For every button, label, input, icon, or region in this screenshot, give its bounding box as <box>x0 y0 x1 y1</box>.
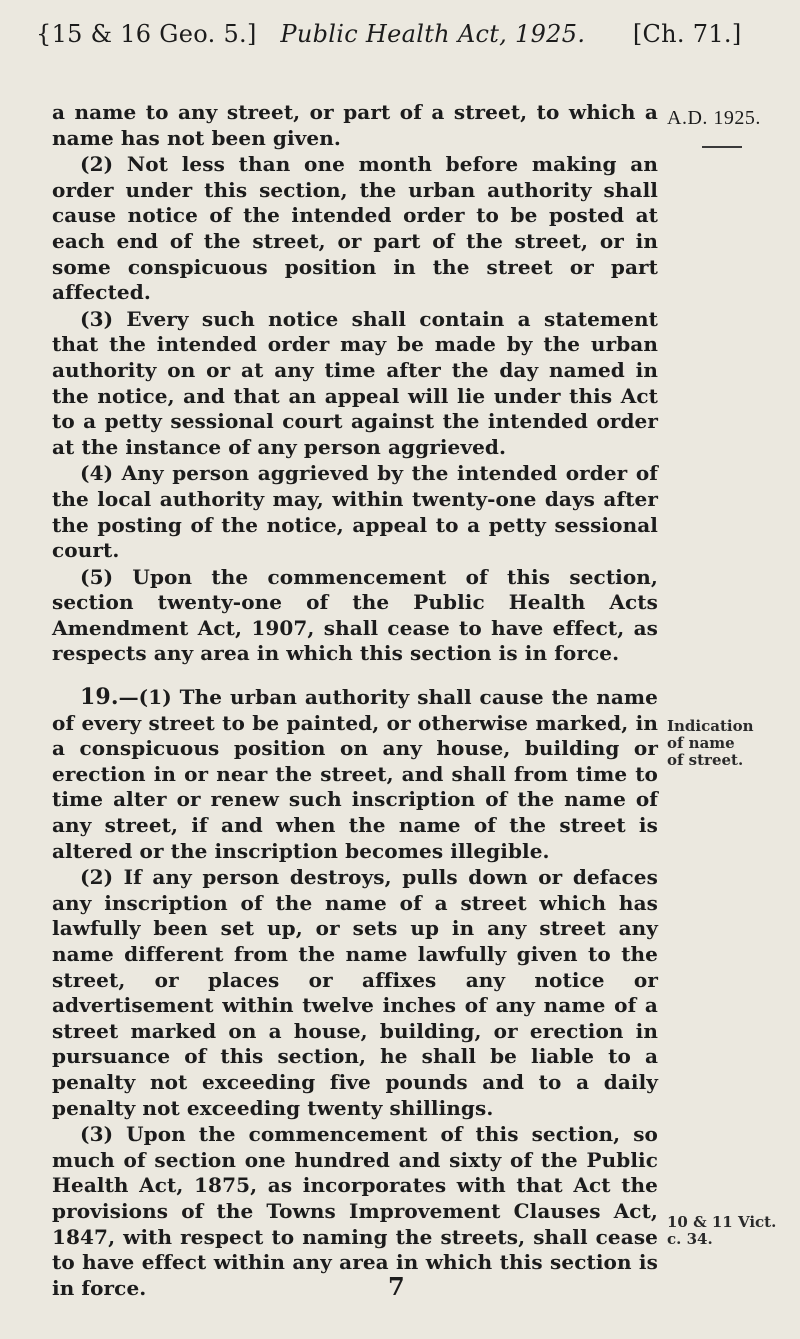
header-regnal-year: {15 & 16 Geo. 5.] <box>36 20 257 48</box>
header-act-title: Public Health Act, 1925. <box>280 20 586 48</box>
header-chapter: [Ch. 71.] <box>632 20 742 48</box>
section-19-subsection-2: (2) If any person destroys, pulls down or defaces any inscription of the name of a street which has lawfully been set up, or sets up in any street any name different from the name lawfully given to the street, or places or affixes any notice or advertisement within twelve inches of any name of a street marked on a house, building, or erection in pursuance of this section, he shall be liable to a penalty not exceeding five pounds and to a daily penalty not exceeding twenty shillings. <box>52 865 658 1120</box>
section-number: 19. <box>80 684 119 711</box>
margin-note-line: of name <box>667 734 735 752</box>
margin-note-line: Indication <box>667 717 754 735</box>
margin-note-indication <box>667 718 754 769</box>
paragraph-subsection-4: (4) Any person aggrieved by the intended order of the local authority may, within twenty-one days after the posting of the notice, appeal to a petty sessional court. <box>52 461 658 563</box>
margin-year: A.D. 1925. <box>667 107 761 129</box>
paragraph-subsection-3: (3) Every such notice shall contain a statement that the intended order may be made by the urban authority on or at any time after the day named in the notice, and that an appeal will lie under this Act to a petty sessional court against the intended order at the instance of any person aggrieved. <box>52 306 658 459</box>
section-19-subsection-3: (3) Upon the commencement of this section, so much of section one hundred and sixty of the Public Health Act, 1875, as incorporates with that Act the provisions of the Towns Improvement Clauses Act, 1847, with respect to naming the streets, shall cease to have effect within any area in which this section is in force. <box>52 1122 658 1300</box>
margin-note-citation <box>667 1214 776 1248</box>
margin-rule <box>702 146 742 148</box>
margin-note-line: of street. <box>667 751 744 769</box>
page-number: 7 <box>388 1272 405 1301</box>
running-header <box>36 20 776 48</box>
paragraph-continuation: a name to any street, or part of a street, to which a name has not been given. <box>52 100 658 150</box>
margin-note-line: 10 & 11 Vict. <box>667 1213 777 1231</box>
section-19-1-text: —(1) The urban authority shall cause the name of every street to be painted, or otherwise marked, in a conspicuous position on any house, building or erection in or near the street, and shall from time to time alter or renew such inscription of the name of any street, if and when the name of the street is altered or the inscription becomes illegible. <box>52 685 658 863</box>
body-text <box>52 100 658 1301</box>
margin-note-line: c. 34. <box>667 1230 713 1248</box>
paragraph-subsection-2: (2) Not less than one month before making an order under this section, the urban authority shall cause notice of the intended order to be posted at each end of the street, or part of the street, or in some conspicuous position in the street or part affected. <box>52 152 658 305</box>
paragraph-subsection-5: (5) Upon the commencement of this section, section twenty-one of the Public Health Acts Amendment Act, 1907, shall cease to have effect, as respects any area in which this section is in force. <box>52 564 658 666</box>
section-19-subsection-1 <box>52 685 658 864</box>
